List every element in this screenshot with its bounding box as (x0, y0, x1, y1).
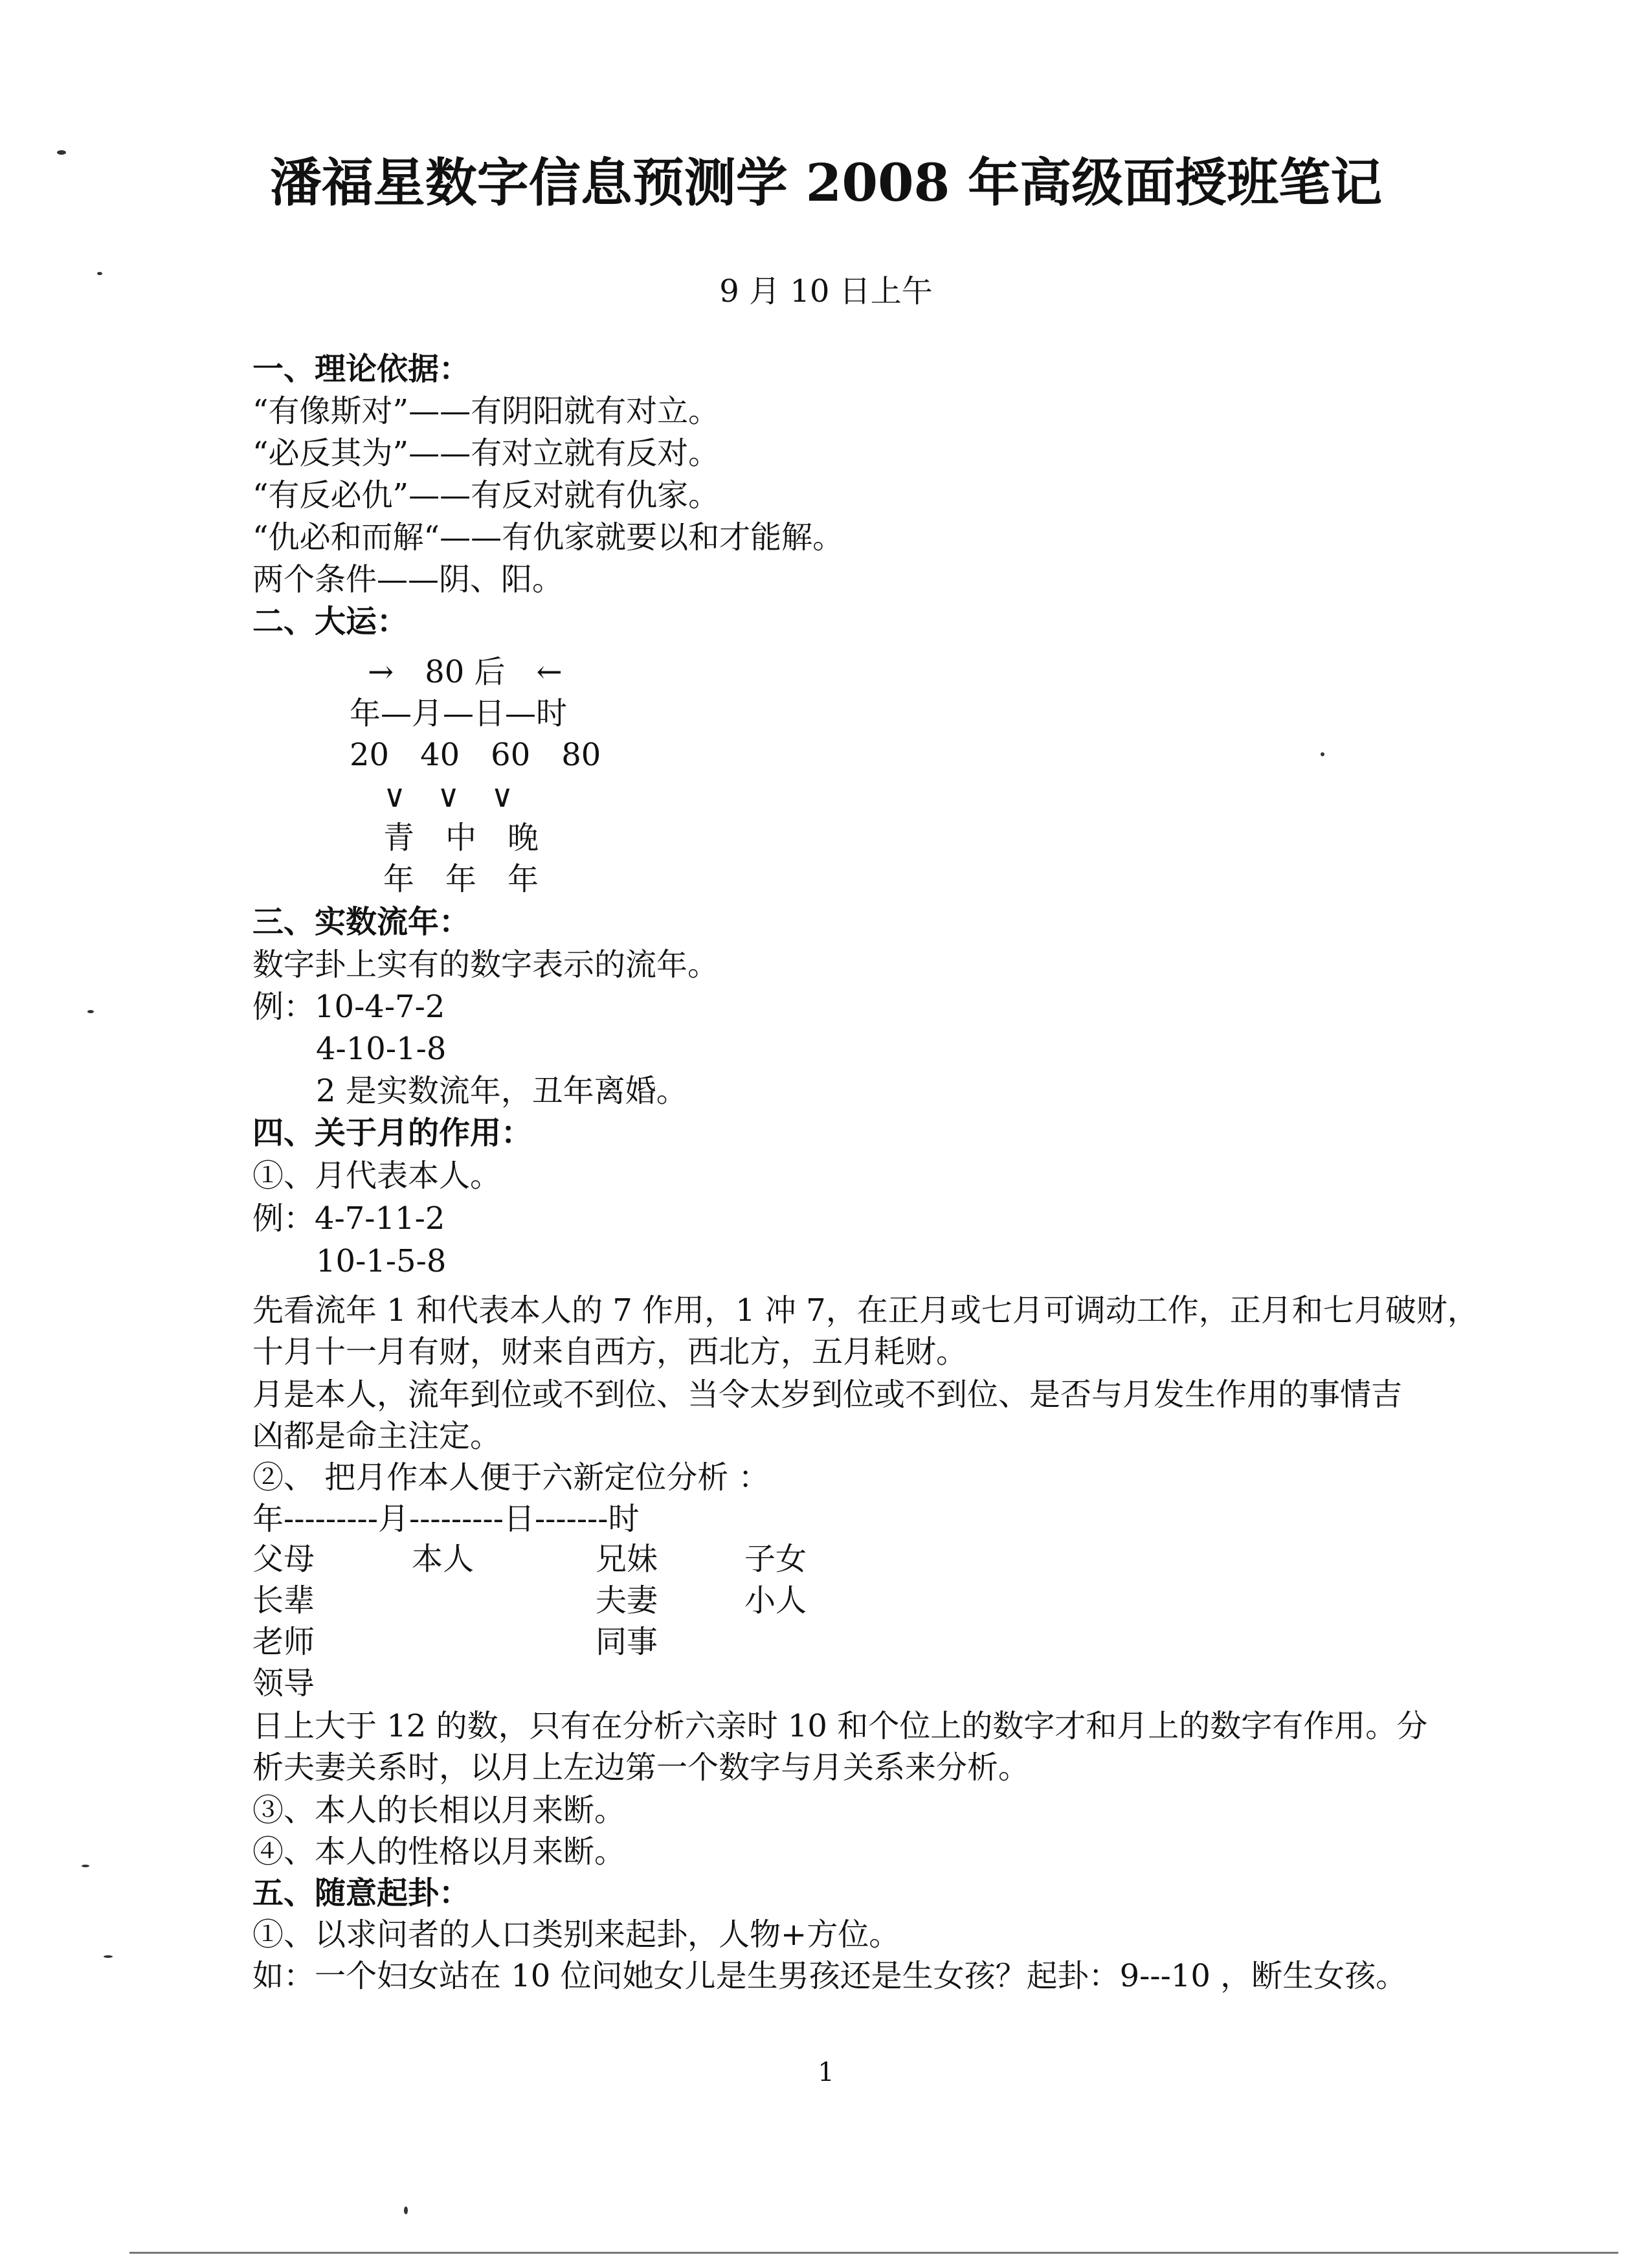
document-subtitle: 9 月 10 日上午 (719, 273, 933, 309)
text-line: 先看流年 1 和代表本人的 7 作用，1 冲 7，在正月或七月可调动工作，正月和七月破财， (252, 1292, 1479, 1329)
heading-dayun: 二、大运： (252, 603, 408, 640)
relation-cell: 老师 (252, 1624, 315, 1660)
text-line: 如：一个妇女站在 10 位问她女儿是生男孩还是生女孩？起卦：9---10 ，断生女孩。 (252, 1958, 1407, 1994)
text-line: “必反其为”——有对立就有反对。 (252, 435, 720, 471)
relation-cell: 同事 (596, 1624, 658, 1660)
text-line: 十月十一月有财，财来自西方，西北方，五月耗财。 (252, 1334, 968, 1370)
scan-bottom-edge (129, 2252, 1618, 2254)
page-number: 1 (818, 2058, 834, 2087)
text-line: “有反必仇”——有反对就有仇家。 (252, 477, 720, 513)
dayun-marks: ∨ ∨ ∨ (383, 778, 514, 814)
dayun-years: 年 年 年 (383, 861, 539, 897)
scan-speck (1321, 752, 1324, 756)
heading-month: 四、关于月的作用： (252, 1115, 533, 1151)
relation-cell: 父母 (252, 1541, 315, 1577)
text-line: 例：4-7-11-2 (252, 1200, 445, 1237)
scan-speck (82, 1865, 89, 1867)
dayun-arrows: → 80 后 ← (368, 654, 563, 690)
scan-speck (97, 272, 102, 275)
relation-cell: 夫妻 (596, 1582, 658, 1619)
text-line: “有像斯对”——有阴阳就有对立。 (252, 393, 720, 429)
position-sequence: 年---------月---------日-------时 (252, 1501, 640, 1537)
text-line: ①、以求问者的人口类别来起卦，人物+方位。 (252, 1916, 900, 1953)
text-line: “仇必和而解“——有仇家就要以和才能解。 (252, 519, 844, 556)
dayun-sequence: 年—月—日—时 (350, 695, 568, 732)
dayun-ages: 20 40 60 80 (350, 737, 601, 773)
scan-speck (57, 150, 66, 155)
scan-speck (404, 2206, 408, 2214)
scan-speck (87, 1010, 94, 1013)
text-line: 例：10-4-7-2 (252, 989, 445, 1025)
text-line: ④、本人的性格以月来断。 (252, 1834, 626, 1870)
scan-speck (104, 1955, 113, 1958)
text-line: 凶都是命主注定。 (252, 1418, 502, 1454)
text-line: 析夫妻关系时，以月上左边第一个数字与月关系来分析。 (252, 1749, 1030, 1786)
text-line: 日上大于 12 的数，只有在分析六亲时 10 和个位上的数字才和月上的数字有作用。分 (252, 1708, 1428, 1744)
text-line: 4-10-1-8 (316, 1031, 447, 1067)
document-title: 潘福星数字信息预测学 2008 年高级面授班笔记 (269, 152, 1383, 213)
relation-cell: 长辈 (252, 1582, 315, 1619)
relation-cell: 小人 (744, 1582, 807, 1619)
text-line: ②、 把月作本人便于六新定位分析 ： (252, 1459, 770, 1496)
text-line: 两个条件——阴、阳。 (252, 561, 564, 598)
dayun-stages: 青 中 晚 (383, 820, 539, 856)
heading-liunian: 三、实数流年： (252, 904, 471, 940)
text-line: 数字卦上实有的数字表示的流年。 (252, 947, 719, 983)
relation-cell: 本人 (412, 1541, 474, 1577)
relation-cell: 领导 (252, 1665, 315, 1701)
text-line: ③、本人的长相以月来断。 (252, 1792, 626, 1828)
text-line: ①、月代表本人。 (252, 1158, 502, 1194)
relation-cell: 兄妹 (596, 1541, 658, 1577)
text-line: 2 是实数流年，丑年离婚。 (316, 1073, 687, 1109)
heading-random-divination: 五、随意起卦： (252, 1875, 471, 1911)
text-line: 10-1-5-8 (316, 1243, 447, 1279)
text-line: 月是本人，流年到位或不到位、当令太岁到位或不到位、是否与月发生作用的事情吉 (252, 1376, 1403, 1413)
relation-cell: 子女 (744, 1541, 807, 1577)
heading-theory: 一、理论依据： (252, 351, 471, 387)
